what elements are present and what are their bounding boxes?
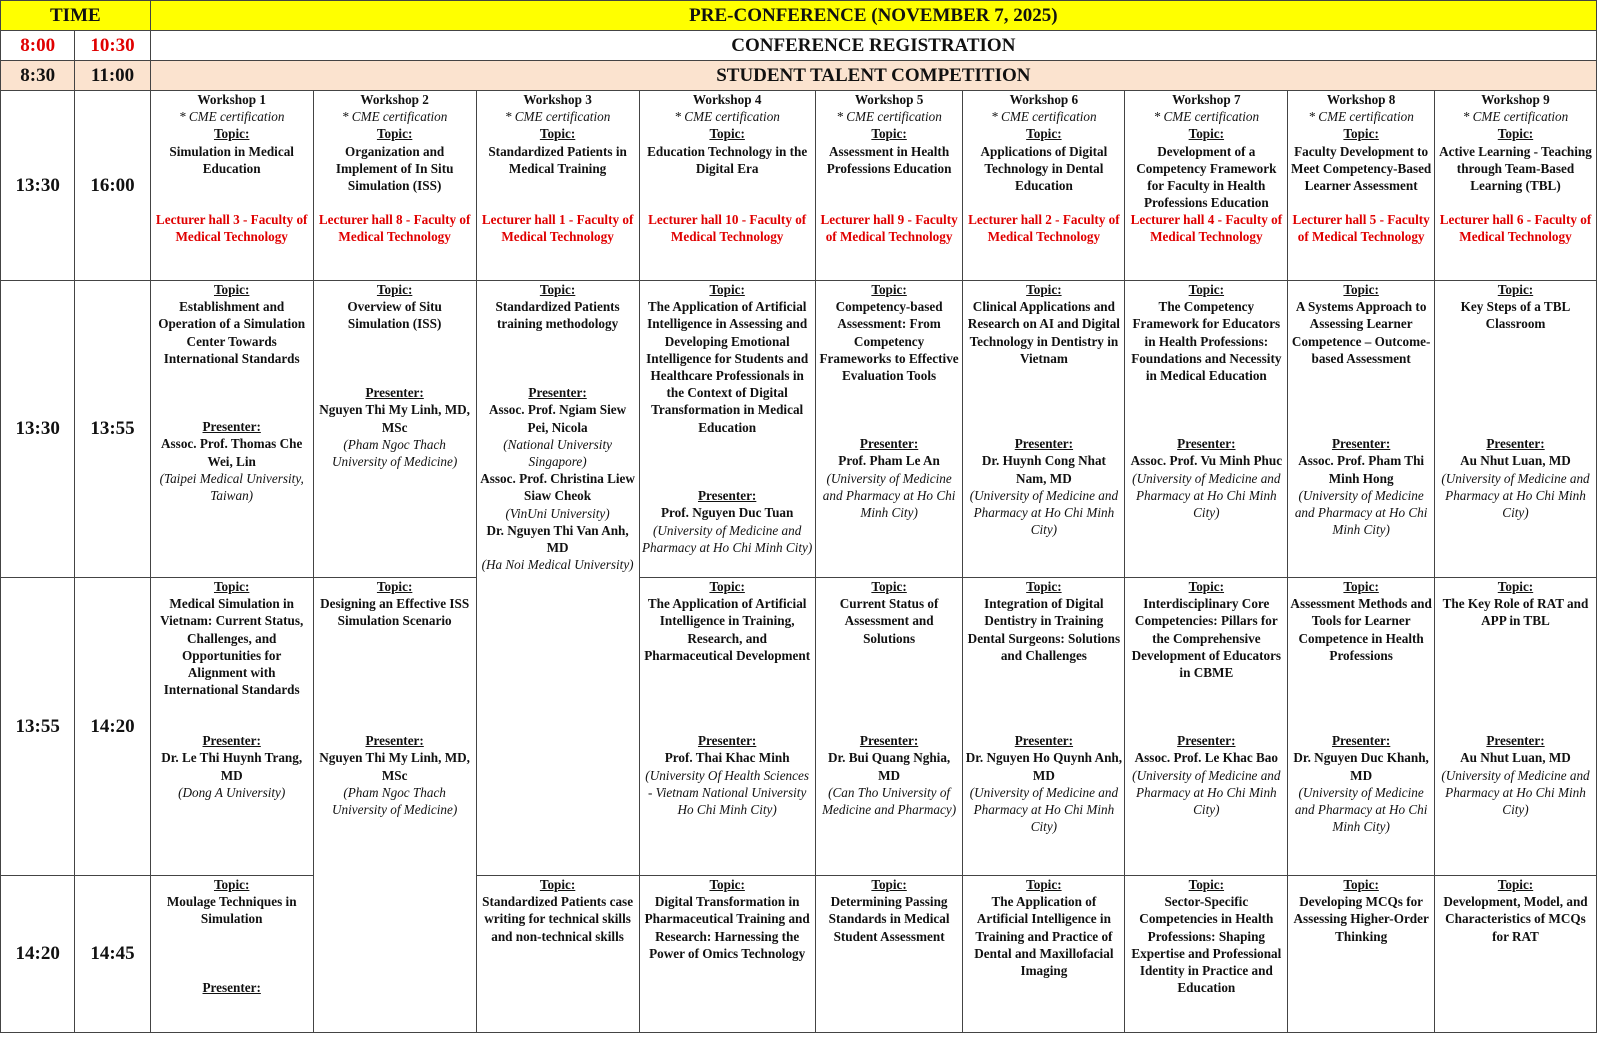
slot-end: 14:45 <box>75 876 150 1033</box>
cme-note: * CME certification <box>836 109 942 125</box>
session-cell <box>815 281 963 578</box>
workshop-name: Workshop 7 <box>1172 92 1241 107</box>
topic-label: Topic: <box>1497 877 1534 892</box>
workshop-cell <box>963 91 1125 281</box>
workshop-name: Workshop 3 <box>523 92 592 107</box>
topic-label: Topic: <box>213 877 250 892</box>
workshop-room: Lecturer hall 10 - Faculty of Medical Technology <box>648 211 807 244</box>
cme-note: * CME certification <box>504 109 611 125</box>
session-cell <box>150 281 313 578</box>
presenter-label: Presenter: <box>697 733 757 749</box>
session-cell <box>1288 876 1435 1033</box>
session-topic: Standardized Patients case writing for technical skills and non-technical skills <box>482 894 634 944</box>
cme-note: * CME certification <box>991 109 1097 125</box>
slot-start: 13:30 <box>1 91 75 281</box>
registration-end: 10:30 <box>75 31 150 61</box>
workshop-name: Workshop 9 <box>1481 92 1550 107</box>
topic-label: Topic: <box>1497 126 1534 142</box>
presenter-name: Au Nhut Luan, MD <box>1460 453 1571 469</box>
registration-start: 8:00 <box>1 31 75 61</box>
workshop-topic: Assessment in Health Professions Education <box>826 143 952 176</box>
topic-label: Topic: <box>871 579 907 594</box>
topic-label: Topic: <box>213 579 250 594</box>
workshop-cell <box>1125 91 1288 281</box>
presenter-affiliation: (Dong A University) <box>178 784 286 800</box>
presenter-name: Nguyen Thi My Linh, MD, MSc <box>319 402 470 435</box>
presenter-affiliation: (University of Medicine and Pharmacy at Ho Chi Minh City) <box>1441 767 1590 818</box>
topic-label: Topic: <box>871 282 907 297</box>
presenter-name: Assoc. Prof. Christina Liew Siaw Cheok <box>480 471 635 504</box>
presenter-affiliation: (National University Singapore) <box>503 436 612 470</box>
topic-label: Topic: <box>1188 877 1225 892</box>
session-row <box>1 281 1597 578</box>
session-topic: Current Status of Assessment and Solutions <box>839 596 939 646</box>
session-row <box>1 876 1597 1033</box>
session-cell <box>150 876 313 1033</box>
session-topic: The Application of Artificial Intelligence in Training and Practice of Dental and Maxillofacial Imaging <box>974 894 1114 979</box>
workshop-topic: Education Technology in the Digital Era <box>647 143 808 176</box>
presenter-label: Presenter: <box>859 436 919 452</box>
workshop-cell <box>476 91 639 281</box>
presenter-affiliation: (University of Medicine and Pharmacy at Ho Chi Minh City) <box>822 470 956 521</box>
presenter-label: Presenter: <box>859 733 919 749</box>
presenter-name: Assoc. Prof. Ngiam Siew Pei, Nicola <box>489 402 627 435</box>
workshop-topic: Simulation in Medical Education <box>169 143 294 176</box>
workshop-name: Workshop 2 <box>360 92 429 107</box>
slot-start: 14:20 <box>1 876 75 1033</box>
workshop-row <box>1 91 1597 281</box>
session-cell <box>963 876 1125 1033</box>
session-topic: A Systems Approach to Assessing Learner Competence – Outcome-based Assessment <box>1291 299 1431 366</box>
presenter-name: Assoc. Prof. Le Khac Bao <box>1134 750 1278 766</box>
presenter-name: Au Nhut Luan, MD <box>1460 750 1571 766</box>
workshop-topic: Standardized Patients in Medical Training <box>488 143 627 176</box>
topic-label: Topic: <box>213 282 250 297</box>
session-topic: Digital Transformation in Pharmaceutical Training and Research: Harnessing the Power of Omics Technology <box>644 894 810 961</box>
competition-end: 11:00 <box>75 61 150 91</box>
session-cell <box>815 578 963 876</box>
workshop-name: Workshop 6 <box>1009 92 1079 107</box>
presenter-affiliation: (Pham Ngoc Thach University of Medicine) <box>332 436 458 470</box>
slot-end: 16:00 <box>75 91 150 281</box>
presenter-name: Dr. Le Thi Huynh Trang, MD <box>161 750 303 783</box>
session-cell <box>639 281 815 578</box>
presenter-name: Assoc. Prof. Thomas Che Wei, Lin <box>161 436 303 469</box>
session-cell <box>1288 578 1435 876</box>
topic-label: Topic: <box>539 877 576 892</box>
session-cell <box>313 578 476 1033</box>
presenter-label: Presenter: <box>1486 733 1545 749</box>
cme-note: * CME certification <box>178 109 285 125</box>
topic-label: Topic: <box>1026 877 1062 892</box>
session-topic: Competency-based Assessment: From Competency Frameworks to Effective Evaluation Tools <box>819 299 959 384</box>
session-topic: Sector-Specific Competencies in Health Professions: Shaping Expertise and Professional Identity in Practice and Education <box>1131 894 1282 996</box>
session-cell <box>150 578 313 876</box>
workshop-topic: Applications of Digital Technology in Dental Education <box>980 143 1108 194</box>
time-header: TIME <box>1 1 151 31</box>
session-topic: Standardized Patients training methodology <box>495 299 620 332</box>
presenter-affiliation: (University of Medicine and Pharmacy at Ho Chi Minh City) <box>969 487 1119 538</box>
session-topic: The Application of Artificial Intelligence in Assessing and Developing Emotional Intelligence for Students and Healthcare Professionals in the Context of Digital Transformation in Medical Education <box>646 299 809 435</box>
session-topic: Integration of Digital Dentistry in Training Dental Surgeons: Solutions and Challenges <box>967 596 1121 663</box>
presenter-affiliation: (Can Tho University of Medicine and Pharmacy) <box>822 784 957 818</box>
cme-note: * CME certification <box>674 109 780 125</box>
slot-end: 14:20 <box>75 578 150 876</box>
presenter-affiliation: (VinUni University) <box>505 505 610 521</box>
topic-label: Topic: <box>1026 126 1062 142</box>
workshop-topic: Active Learning - Teaching through Team-Based Learning (TBL) <box>1439 143 1592 194</box>
session-topic: Interdisciplinary Core Competencies: Pillars for the Comprehensive Development of Educators in CBME <box>1131 596 1282 681</box>
presenter-label: Presenter: <box>1331 436 1391 452</box>
presenter-label: Presenter: <box>697 488 757 504</box>
slot-start: 13:55 <box>1 578 75 876</box>
session-topic: Clinical Applications and Research on AI and Digital Technology in Dentistry in Vietnam <box>967 299 1120 366</box>
workshop-topic: Faculty Development to Meet Competency-Based Learner Assessment <box>1291 143 1432 194</box>
topic-label: Topic: <box>1343 877 1379 892</box>
presenter-label: Presenter: <box>1014 733 1074 749</box>
topic-label: Topic: <box>709 126 745 142</box>
presenter-label: Presenter: <box>1177 733 1236 749</box>
session-topic: Moulage Techniques in Simulation <box>166 894 297 927</box>
session-cell <box>1434 281 1596 578</box>
topic-label: Topic: <box>709 877 745 892</box>
presenter-name: Assoc. Prof. Vu Minh Phuc <box>1130 453 1283 469</box>
workshop-cell <box>313 91 476 281</box>
topic-label: Topic: <box>1343 126 1379 142</box>
workshop-room: Lecturer hall 1 - Faculty of Medical Technology <box>481 211 634 244</box>
topic-label: Topic: <box>1026 282 1062 297</box>
topic-label: Topic: <box>1188 282 1225 297</box>
session-cell <box>1125 578 1288 876</box>
presenter-name: Assoc. Prof. Pham Thi Minh Hong <box>1298 453 1425 486</box>
session-cell <box>1288 281 1435 578</box>
presenter-affiliation: (Ha Noi Medical University) <box>481 557 634 573</box>
session-topic: Overview of Situ Simulation (ISS) <box>347 299 442 332</box>
presenter-name: Dr. Bui Quang Nghia, MD <box>827 750 951 783</box>
slot-start: 13:30 <box>1 281 75 578</box>
topic-label: Topic: <box>376 126 413 142</box>
cme-note: * CME certification <box>1153 109 1260 125</box>
workshop-room: Lecturer hall 5 - Faculty of Medical Technology <box>1292 211 1430 244</box>
workshop-cell <box>150 91 313 281</box>
presenter-label: Presenter: <box>528 385 587 401</box>
presenter-affiliation: (University of Medicine and Pharmacy at Ho Chi Minh City) <box>969 784 1119 835</box>
presenter-label: Presenter: <box>202 733 261 749</box>
workshop-room: Lecturer hall 3 - Faculty of Medical Technology <box>155 211 308 244</box>
presenter-name: Prof. Nguyen Duc Tuan <box>660 505 794 521</box>
workshop-cell <box>1288 91 1435 281</box>
topic-label: Topic: <box>539 126 576 142</box>
topic-label: Topic: <box>871 877 907 892</box>
competition-row <box>1 61 1597 91</box>
session-topic: Development, Model, and Characteristics of MCQs for RAT <box>1443 894 1588 944</box>
workshop-topic: Development of a Competency Framework for Faculty in Health Professions Education <box>1136 143 1277 211</box>
session-topic: Determining Passing Standards in Medical Student Assessment <box>828 894 950 944</box>
session-topic: Establishment and Operation of a Simulation Center Towards International Standards <box>158 299 306 366</box>
presenter-affiliation: (University of Medicine and Pharmacy at Ho Chi Minh City) <box>1441 470 1590 521</box>
presenter-affiliation: (University of Medicine and Pharmacy at Ho Chi Minh City) <box>641 522 813 555</box>
presenter-label: Presenter: <box>1177 436 1236 452</box>
registration-label: CONFERENCE REGISTRATION <box>150 31 1596 61</box>
presenter-label: Presenter: <box>1486 436 1545 452</box>
presenter-label: Presenter: <box>1331 733 1391 749</box>
presenter-affiliation: (Taipei Medical University, Taiwan) <box>159 470 304 504</box>
presenter-label: Presenter: <box>202 980 261 996</box>
topic-label: Topic: <box>1188 126 1225 142</box>
registration-row <box>1 31 1597 61</box>
topic-label: Topic: <box>1188 579 1225 594</box>
session-cell <box>476 281 639 876</box>
topic-label: Topic: <box>376 579 413 594</box>
session-cell <box>1434 876 1596 1033</box>
workshop-name: Workshop 8 <box>1326 92 1396 107</box>
presenter-affiliation: (University of Medicine and Pharmacy at Ho Chi Minh City) <box>1132 767 1281 818</box>
session-topic: Designing an Effective ISS Simulation Scenario <box>320 596 470 629</box>
workshop-room: Lecturer hall 6 - Faculty of Medical Technology <box>1439 211 1592 244</box>
session-topic: Key Steps of a TBL Classroom <box>1460 299 1571 332</box>
workshop-name: Workshop 1 <box>197 92 266 107</box>
header-row <box>1 1 1597 31</box>
workshop-cell <box>1434 91 1596 281</box>
session-topic: Assessment Methods and Tools for Learner Competence in Health Professions <box>1290 596 1432 663</box>
presenter-affiliation: (University of Medicine and Pharmacy at Ho Chi Minh City) <box>1294 784 1428 835</box>
workshop-cell <box>815 91 963 281</box>
presenter-label: Presenter: <box>365 733 424 749</box>
presenter-affiliation: (University Of Health Sciences - Vietnam National University Ho Chi Minh City) <box>645 767 809 818</box>
topic-label: Topic: <box>871 126 907 142</box>
presenter-name: Dr. Nguyen Thi Van Anh, MD <box>486 522 629 556</box>
topic-label: Topic: <box>1026 579 1062 594</box>
session-cell <box>1125 876 1288 1033</box>
topic-label: Topic: <box>539 282 576 297</box>
cme-note: * CME certification <box>1462 109 1569 125</box>
session-cell <box>1434 578 1596 876</box>
topic-label: Topic: <box>376 282 413 297</box>
session-cell <box>963 281 1125 578</box>
session-topic: Medical Simulation in Vietnam: Current Status, Challenges, and Opportunities for Alignment with International Standards <box>160 596 304 698</box>
presenter-label: Presenter: <box>202 419 261 435</box>
cme-note: * CME certification <box>1308 109 1414 125</box>
topic-label: Topic: <box>709 282 745 297</box>
competition-label: STUDENT TALENT COMPETITION <box>150 61 1596 91</box>
presenter-name: Dr. Nguyen Ho Quynh Anh, MD <box>965 750 1123 783</box>
presenter-name: Dr. Huynh Cong Nhat Nam, MD <box>981 453 1106 486</box>
session-topic: The Application of Artificial Intelligence in Training, Research, and Pharmaceutical Development <box>644 596 811 663</box>
presenter-affiliation: (University of Medicine and Pharmacy at Ho Chi Minh City) <box>1132 470 1281 521</box>
topic-label: Topic: <box>213 126 250 142</box>
topic-label: Topic: <box>1497 282 1534 297</box>
cme-note: * CME certification <box>341 109 448 125</box>
presenter-name: Nguyen Thi My Linh, MD, MSc <box>319 750 470 783</box>
session-cell <box>313 281 476 578</box>
presenter-label: Presenter: <box>1014 436 1074 452</box>
session-cell <box>1125 281 1288 578</box>
slot-end: 13:55 <box>75 281 150 578</box>
session-cell <box>476 876 639 1033</box>
presenter-affiliation: (Pham Ngoc Thach University of Medicine) <box>332 784 458 818</box>
presenter-affiliation: (University of Medicine and Pharmacy at Ho Chi Minh City) <box>1294 487 1428 538</box>
workshop-topic: Organization and Implement of In Situ Simulation (ISS) <box>335 143 454 194</box>
presenter-name: Dr. Nguyen Duc Khanh, MD <box>1293 750 1429 783</box>
topic-label: Topic: <box>1343 579 1379 594</box>
session-cell <box>963 578 1125 876</box>
session-topic: The Competency Framework for Educators in Health Professions: Foundations and Necessity in Medical Education <box>1131 299 1282 384</box>
session-cell <box>639 876 815 1033</box>
session-row <box>1 578 1597 876</box>
workshop-room: Lecturer hall 2 - Faculty of Medical Technology <box>968 211 1120 244</box>
session-cell <box>639 578 815 876</box>
workshop-room: Lecturer hall 9 - Faculty of Medical Technology <box>820 211 958 244</box>
workshop-cell <box>639 91 815 281</box>
topic-label: Topic: <box>1497 579 1534 594</box>
session-topic: The Key Role of RAT and APP in TBL <box>1442 596 1589 629</box>
competition-start: 8:30 <box>1 61 75 91</box>
session-topic: Developing MCQs for Assessing Higher-Order Thinking <box>1293 894 1429 944</box>
workshop-name: Workshop 4 <box>692 92 762 107</box>
workshop-name: Workshop 5 <box>854 92 924 107</box>
presenter-label: Presenter: <box>365 385 424 401</box>
workshop-room: Lecturer hall 8 - Faculty of Medical Technology <box>318 211 471 244</box>
presenter-name: Prof. Pham Le An <box>838 453 940 469</box>
topic-label: Topic: <box>709 579 745 594</box>
session-cell <box>815 876 963 1033</box>
topic-label: Topic: <box>1343 282 1379 297</box>
workshop-room: Lecturer hall 4 - Faculty of Medical Technology <box>1130 211 1283 244</box>
page-title: PRE-CONFERENCE (NOVEMBER 7, 2025) <box>150 1 1596 31</box>
presenter-name: Prof. Thai Khac Minh <box>664 750 790 766</box>
